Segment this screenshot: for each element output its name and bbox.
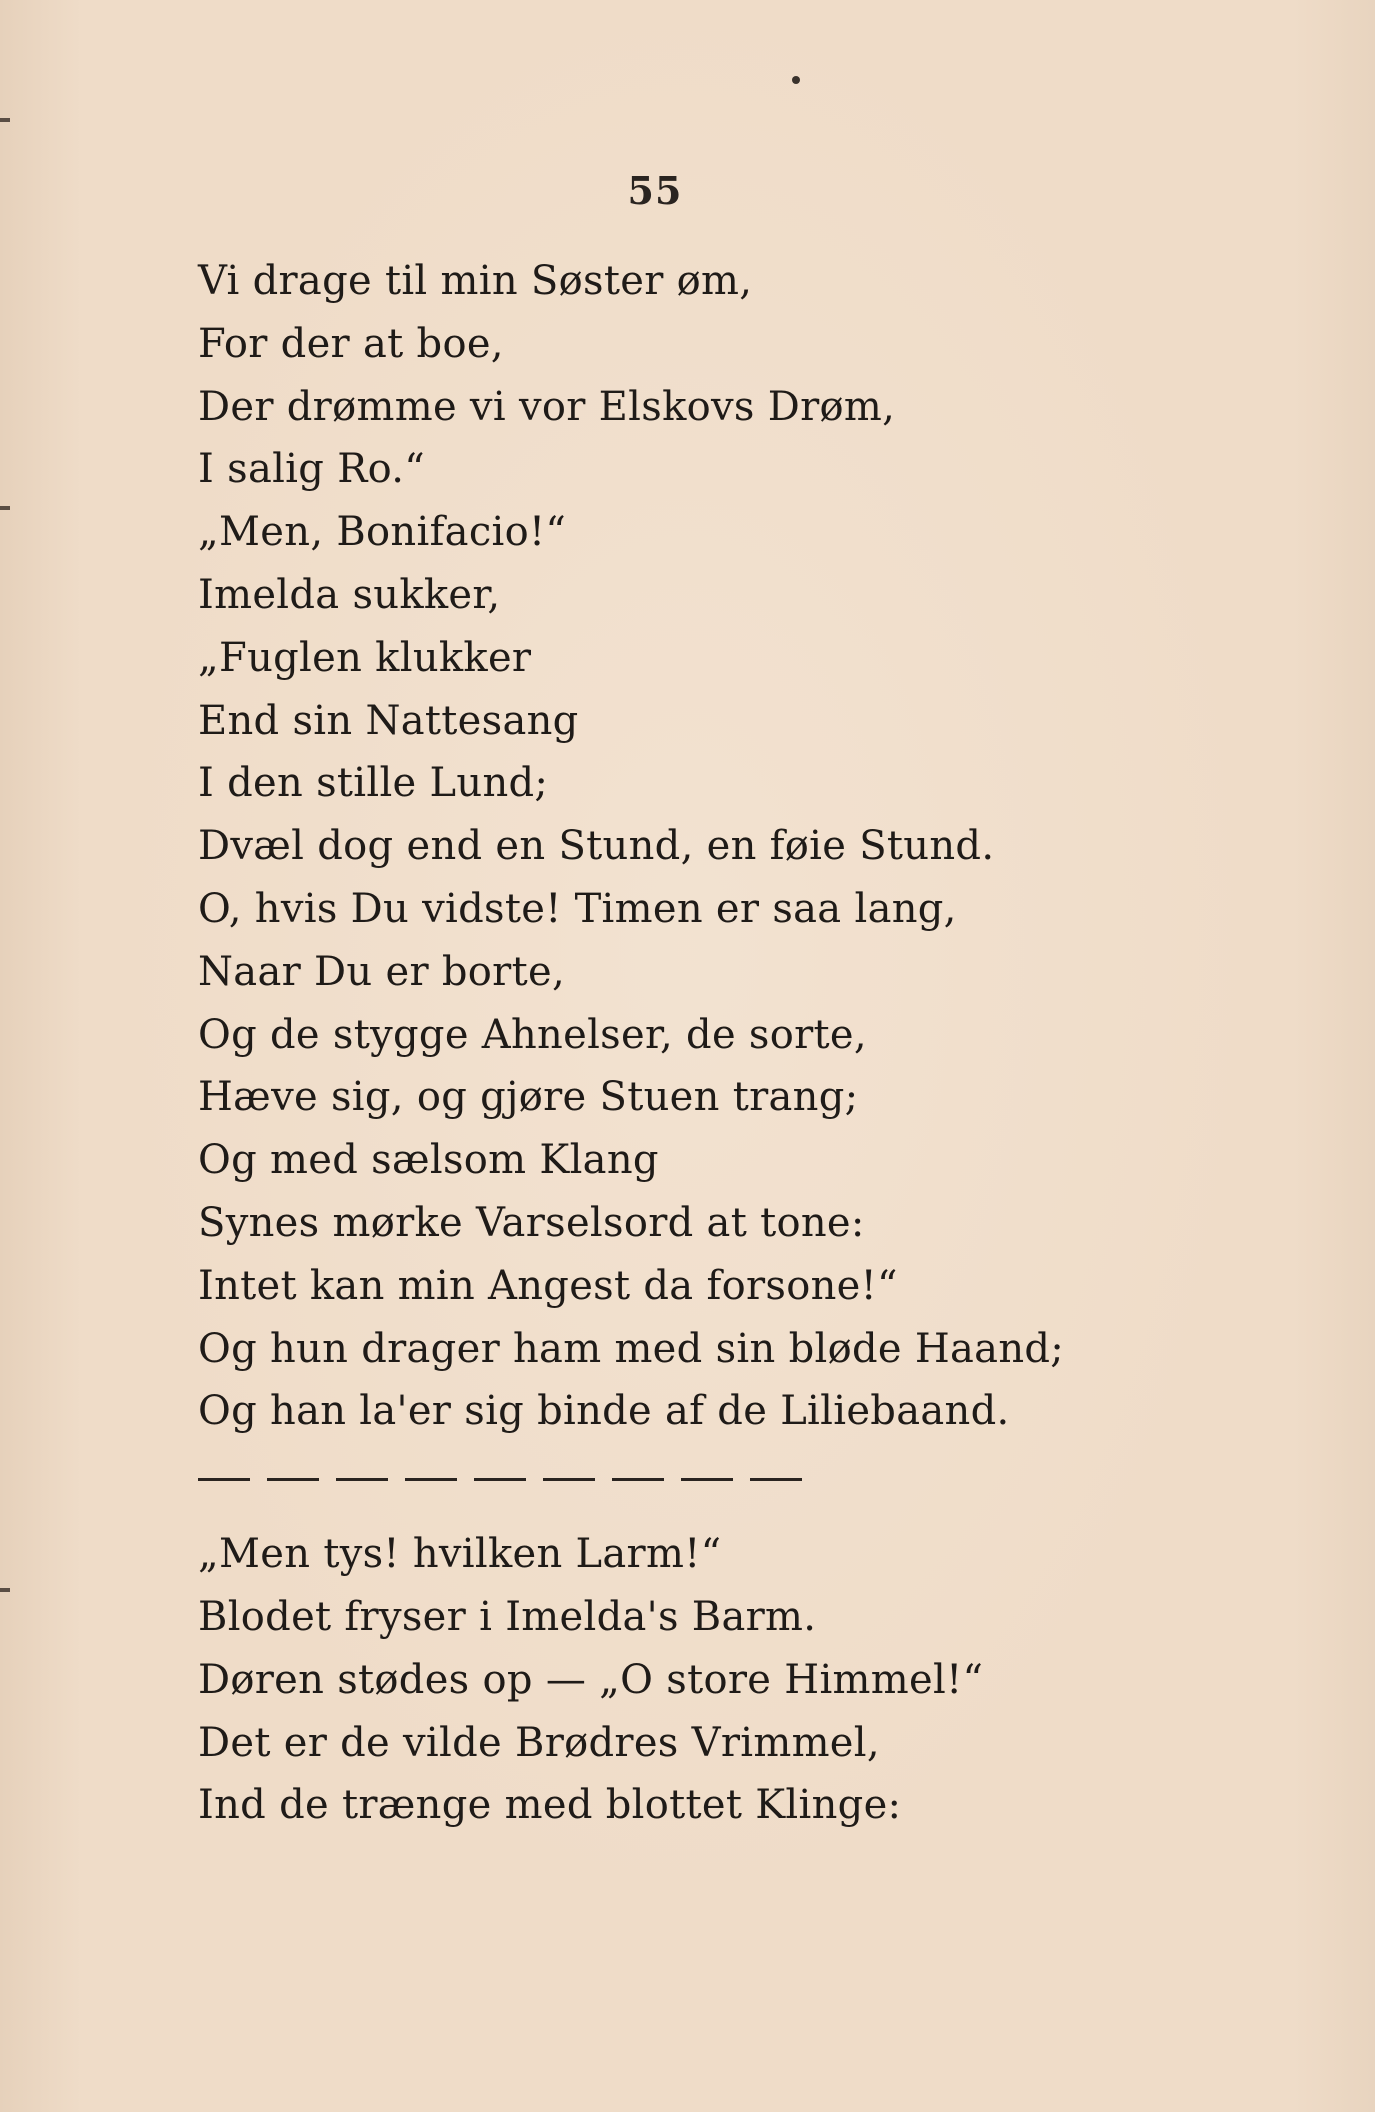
poem-line: Vi drage til min Søster øm, — [198, 258, 753, 304]
divider-dash — [543, 1478, 595, 1481]
poem-line: Ind de trænge med blottet Klinge: — [198, 1782, 902, 1829]
poem-line: O, hvis Du vidste! Timen er saa lang, — [198, 885, 957, 932]
margin-mark-middle — [0, 506, 10, 510]
poem-line: „Fuglen klukker — [198, 634, 532, 681]
poem-line: Naar Du er borte, — [198, 948, 565, 995]
poem-line: Dvæl dog end en Stund, en føie Stund. — [198, 823, 995, 870]
divider-dash — [612, 1478, 664, 1481]
ink-spot — [792, 76, 800, 84]
poem-line: I salig Ro.“ — [198, 446, 426, 493]
divider-dash — [750, 1478, 802, 1481]
poem-line: I den stille Lund; — [198, 760, 549, 807]
poem-line: Imelda sukker, — [198, 571, 501, 618]
section-divider — [198, 1453, 1198, 1505]
poem-line: Blodet fryser i Imelda's Barm. — [198, 1593, 817, 1640]
poem-line: Hæve sig, og gjøre Stuen trang; — [198, 1074, 859, 1121]
poem-line: Og med sælsom Klang — [198, 1137, 659, 1184]
poem-line: Intet kan min Angest da forsone!“ — [198, 1262, 898, 1309]
poem-line: For der at boe, — [198, 320, 504, 367]
poem-line: Synes mørke Varselsord at tone: — [198, 1199, 865, 1246]
poem-line: End sin Nattesang — [198, 697, 579, 744]
poem-line: Og han la'er sig binde af de Liliebaand. — [198, 1388, 1010, 1435]
poem-line: Der drømme vi vor Elskovs Drøm, — [198, 383, 896, 430]
poem-line: Og hun drager ham med sin bløde Haand; — [198, 1325, 1065, 1372]
divider-dash — [267, 1478, 319, 1481]
poem-line: Det er de vilde Brødres Vrimmel, — [198, 1719, 880, 1766]
margin-mark-top — [0, 118, 10, 122]
poem-text — [198, 250, 1198, 1837]
margin-mark-bottom — [0, 1588, 10, 1592]
poem-line: „Men tys! hvilken Larm!“ — [198, 1531, 722, 1578]
poem-line: „Men, Bonifacio!“ — [198, 509, 567, 556]
stanza-2 — [198, 1523, 1198, 1837]
divider-dash — [336, 1478, 388, 1481]
divider-dash — [474, 1478, 526, 1481]
poem-line: Og de stygge Ahnelser, de sorte, — [198, 1011, 867, 1058]
divider-dash — [681, 1478, 733, 1481]
poem-line: Døren stødes op — „O store Himmel!“ — [198, 1656, 984, 1703]
divider-dash — [198, 1478, 250, 1481]
page-number: 55 — [627, 168, 683, 213]
divider-dash — [405, 1478, 457, 1481]
stanza-1 — [198, 250, 1198, 1443]
